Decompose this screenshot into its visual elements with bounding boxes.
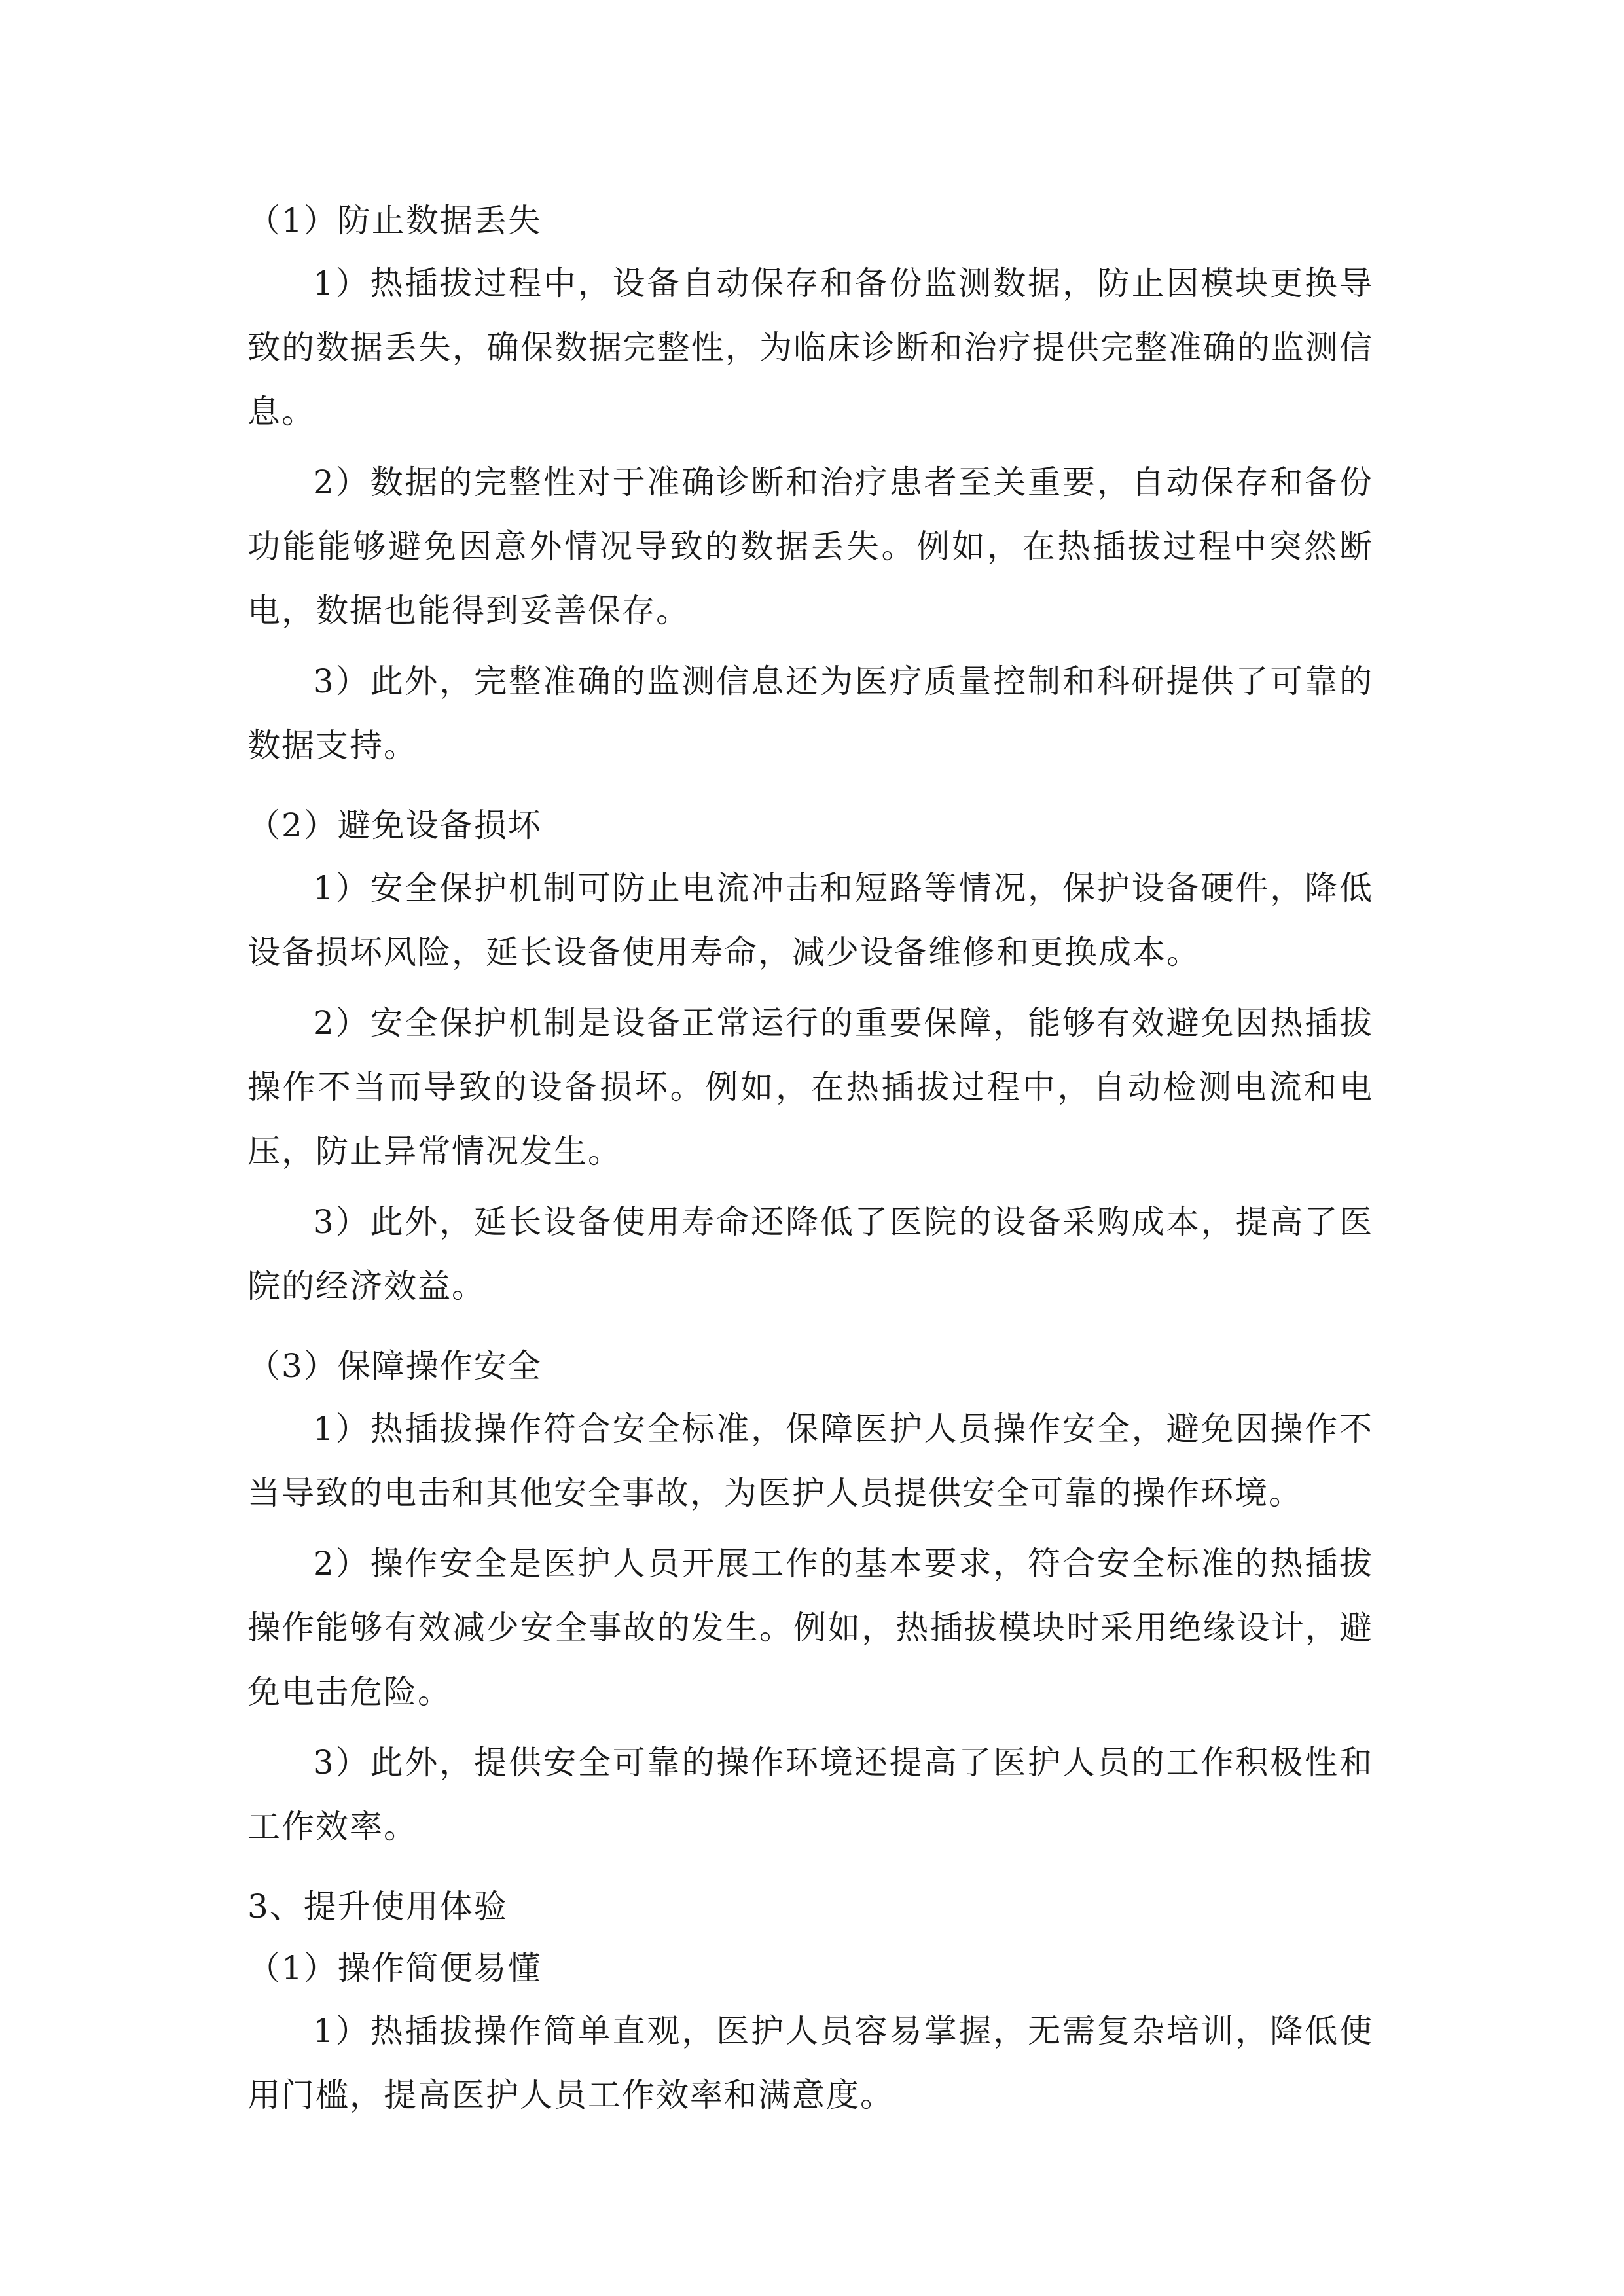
paragraph: 1）热插拔操作简单直观，医护人员容易掌握，无需复杂培训，降低使用门槛，提高医护人员工作效率和满意度。	[247, 2012, 1373, 2114]
paragraph: 2）安全保护机制是设备正常运行的重要保障，能够有效避免因热插拔操作不当而导致的设备损坏。例如，在热插拔过程中，自动检测电流和电压，防止异常情况发生。	[247, 1004, 1373, 1170]
section-heading: （1）防止数据丢失	[247, 202, 542, 240]
paragraph: 3）此外，提供安全可靠的操作环境还提高了医护人员的工作积极性和工作效率。	[247, 1744, 1373, 1846]
paragraph: 2）操作安全是医护人员开展工作的基本要求，符合安全标准的热插拔操作能够有效减少安全事故的发生。例如，热插拔模块时采用绝缘设计，避免电击危险。	[247, 1545, 1373, 1711]
major-heading: 3、提升使用体验	[247, 1888, 508, 1926]
subsection-heading: （1）操作简便易懂	[247, 1949, 542, 1987]
paragraph: 3）此外，延长设备使用寿命还降低了医院的设备采购成本，提高了医院的经济效益。	[247, 1203, 1373, 1305]
paragraph: 2）数据的完整性对于准确诊断和治疗患者至关重要，自动保存和备份功能能够避免因意外情况导致的数据丢失。例如，在热插拔过程中突然断电，数据也能得到妥善保存。	[247, 463, 1373, 630]
paragraph: 1）安全保护机制可防止电流冲击和短路等情况，保护设备硬件，降低设备损坏风险，延长设备使用寿命，减少设备维修和更换成本。	[247, 869, 1373, 971]
section-heading: （3）保障操作安全	[247, 1347, 542, 1385]
paragraph: 1）热插拔过程中，设备自动保存和备份监测数据，防止因模块更换导致的数据丢失，确保数据完整性，为临床诊断和治疗提供完整准确的监测信息。	[247, 264, 1373, 431]
paragraph: 1）热插拔操作符合安全标准，保障医护人员操作安全，避免因操作不当导致的电击和其他安全事故，为医护人员提供安全可靠的操作环境。	[247, 1410, 1373, 1512]
section-heading: （2）避免设备损坏	[247, 806, 542, 844]
paragraph: 3）此外，完整准确的监测信息还为医疗质量控制和科研提供了可靠的数据支持。	[247, 662, 1373, 764]
document-body	[247, 190, 1373, 2134]
